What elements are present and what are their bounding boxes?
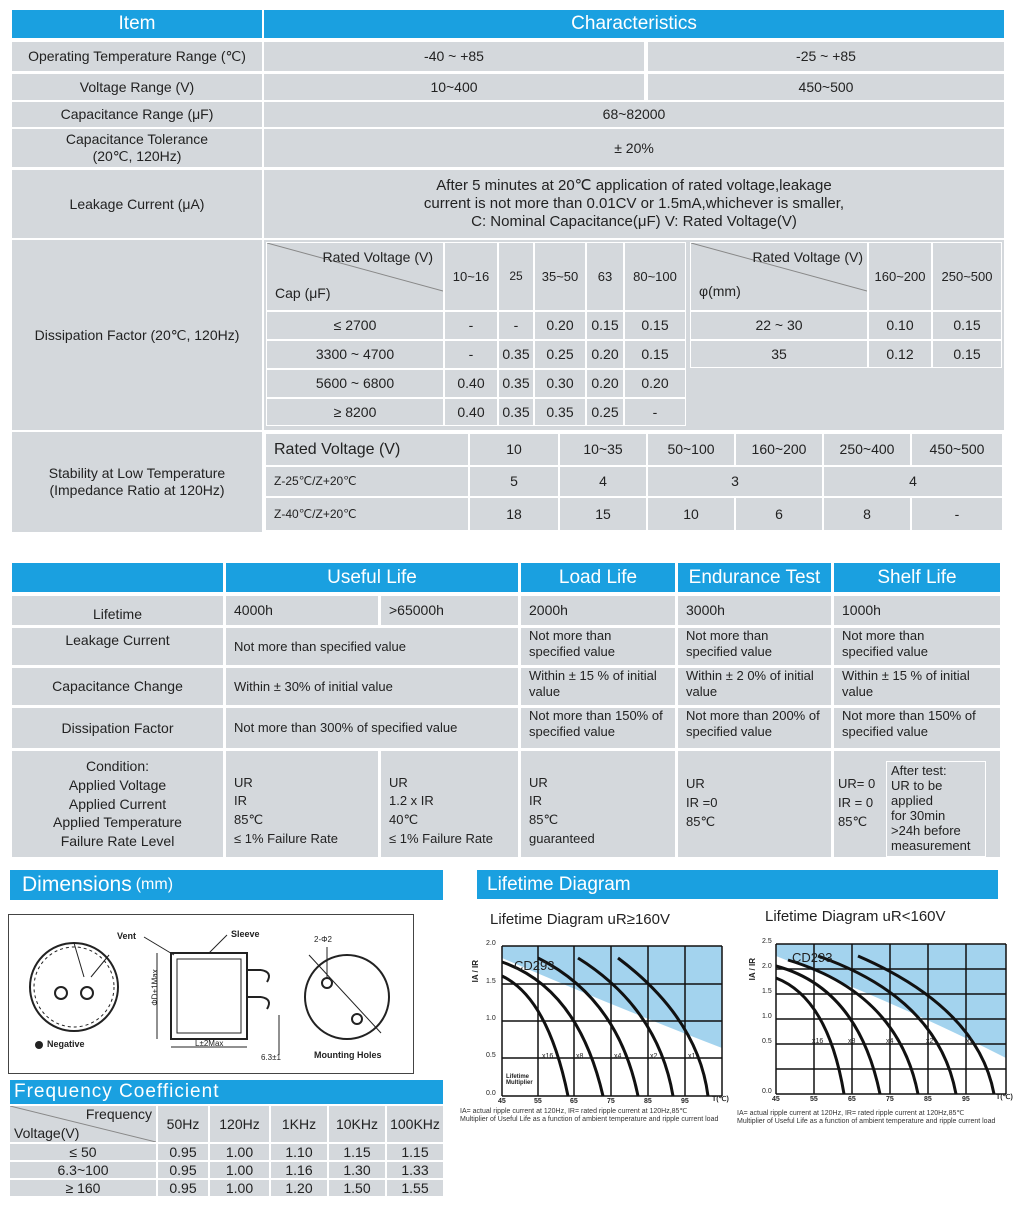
life-df-end-line1: Not more than 200% of <box>686 708 820 723</box>
df-area <box>264 240 1004 430</box>
diagram-right-xtick-1: 55 <box>810 1096 818 1103</box>
df-left-r1-c2: 0.25 <box>535 341 585 368</box>
diagram-right-xtick-4: 85 <box>924 1096 932 1103</box>
freq-r2-c2: 1.20 <box>271 1180 327 1196</box>
df-left-r0-c4: 0.15 <box>625 312 685 339</box>
life-capchange-shelf-line2: value <box>842 683 874 699</box>
diagram-right-model: CD293 <box>792 950 833 965</box>
df-left-v2: 35~50 <box>535 243 585 310</box>
df-right-corner <box>691 243 867 310</box>
condition-shelf <box>834 751 1000 857</box>
diagram-left-title: Lifetime Diagram uR≥160V <box>490 911 670 928</box>
label-holes: 2-Φ2 <box>314 935 332 944</box>
stability-label-line2: (Impedance Ratio at 120Hz) <box>49 482 225 498</box>
stability-v3: 160~200 <box>736 434 822 465</box>
life-capchange-label: Capacitance Change <box>12 668 223 705</box>
condition-u1-failure: ≤ 1% Failure Rate <box>234 831 338 847</box>
stability-r2-c4: 8 <box>824 498 910 530</box>
condition-after-test-box <box>886 761 986 857</box>
stability-v5: 450~500 <box>912 434 1002 465</box>
diagram-right-chart <box>748 938 1018 1108</box>
life-df-shelf <box>834 708 1000 748</box>
df-right-v1: 250~500 <box>933 243 1001 310</box>
diagram-right-ytick-1: 2.0 <box>762 963 772 970</box>
df-left-r3-c4: - <box>625 399 685 425</box>
df-left-r1-c0: - <box>445 341 497 368</box>
lifetime-diagram-header: Lifetime Diagram <box>477 870 998 899</box>
df-right-v0: 160~200 <box>869 243 931 310</box>
freq-row1-v: 6.3~100 <box>10 1162 156 1178</box>
df-left-r3-c0: 0.40 <box>445 399 497 425</box>
life-capchange-load-line1: Within ± 15 % of initial <box>529 668 657 683</box>
stability-row2-label: Z-40℃/Z+20℃ <box>266 498 468 530</box>
diagram-left-caption-1: IA= actual ripple current at 120Hz, IR= rated ripple current at 120Hz,85℃ <box>460 1108 688 1115</box>
life-lifetime-u1: 4000h <box>226 596 378 625</box>
diagram-left-xlabel: T(℃) <box>712 1096 729 1103</box>
df-left-v3: 63 <box>587 243 623 310</box>
label-negative: Negative <box>47 1039 85 1049</box>
condition-u2-failure: ≤ 1% Failure Rate <box>389 831 493 847</box>
after-line3: for 30min <box>891 807 946 823</box>
label-length: L±2Max <box>195 1039 224 1048</box>
label-sleeve: Sleeve <box>231 929 260 939</box>
life-leakage-shelf <box>834 628 1000 665</box>
df-left-r1-c4: 0.15 <box>625 341 685 368</box>
condition-shelf-values <box>838 775 886 832</box>
frequency-table <box>10 1106 443 1196</box>
diagram-right-mult-0: x16 <box>812 1038 824 1045</box>
voltage-label: Voltage Range (V) <box>12 74 262 100</box>
diagram-left-xtick-4: 85 <box>644 1098 652 1105</box>
freq-r2-c1: 1.00 <box>210 1180 269 1196</box>
diagram-right-xtick-5: 95 <box>962 1096 970 1103</box>
dimensions-unit: (mm) <box>135 876 174 893</box>
life-lifetime-load: 2000h <box>521 596 675 625</box>
dimensions-title: Dimensions <box>22 873 132 896</box>
condition-u1-voltage: UR <box>234 774 253 790</box>
df-left-cap-2: 5600 ~ 6800 <box>267 370 443 397</box>
header-item: Item <box>12 10 262 38</box>
leakage-label: Leakage Current (μA) <box>12 170 262 238</box>
freq-corner <box>10 1106 156 1142</box>
df-left-corner-top: Rated Voltage (V) <box>322 249 433 265</box>
condition-u1 <box>226 751 378 857</box>
stability-head: Rated Voltage (V) <box>266 434 468 465</box>
diagram-left-mult-0: x16 <box>542 1053 554 1060</box>
df-left-r3-c2: 0.35 <box>535 399 585 425</box>
df-left-r2-c3: 0.20 <box>587 370 623 397</box>
freq-h3: 10KHz <box>329 1106 385 1142</box>
frequency-header: Frequency Coefficient <box>10 1080 443 1104</box>
stability-v2: 50~100 <box>648 434 734 465</box>
diagram-left-xtick-1: 55 <box>534 1098 542 1105</box>
diagram-left-ytick-1: 1.5 <box>486 978 496 985</box>
life-leakage-shelf-line2: specified value <box>842 643 928 659</box>
life-df-load-line2: specified value <box>529 723 615 739</box>
stability-r2-c1: 15 <box>560 498 646 530</box>
diagram-right-xtick-3: 75 <box>886 1096 894 1103</box>
dimensions-header <box>10 870 443 900</box>
condition-temp-label: Applied Temperature <box>53 814 182 831</box>
diagram-left-mult-1: x8 <box>576 1053 584 1060</box>
life-capchange-load <box>521 668 675 705</box>
df-left-r0-c1: - <box>499 312 533 339</box>
life-df-load <box>521 708 675 748</box>
diagram-right <box>748 938 1018 1108</box>
freq-r1-c4: 1.33 <box>387 1162 443 1178</box>
diagram-right-xtick-2: 65 <box>848 1096 856 1103</box>
life-leakage-load-line1: Not more than <box>529 628 612 643</box>
condition-voltage-label: Applied Voltage <box>68 776 167 793</box>
diagram-left-ytick-0: 2.0 <box>486 940 496 947</box>
diagram-right-ytick-4: 0.5 <box>762 1038 772 1045</box>
diagram-right-mult-3: x2 <box>926 1038 934 1045</box>
df-left-r0-c0: - <box>445 312 497 339</box>
stability-r1-c1: 4 <box>560 467 646 496</box>
capacitance-label: Capacitance Range (μF) <box>12 102 262 127</box>
life-lifetime-shelf: 1000h <box>834 596 1000 625</box>
diagram-right-ytick-3: 1.0 <box>762 1013 772 1020</box>
life-df-label: Dissipation Factor <box>12 708 223 748</box>
diagram-left-ytick-2: 1.0 <box>486 1015 496 1022</box>
df-right-r1-c0: 0.12 <box>869 341 931 367</box>
condition-u2 <box>381 751 518 857</box>
diagram-left-ylabel: IA / IR <box>471 960 480 983</box>
after-line4: >24h before <box>891 822 961 838</box>
diagram-left-mult-3: x2 <box>650 1053 658 1060</box>
life-header-blank <box>12 563 223 592</box>
label-mounting-holes: Mounting Holes <box>314 1050 382 1060</box>
life-leakage-label: Leakage Current <box>12 628 223 665</box>
life-lifetime-u2: >65000h <box>381 596 518 625</box>
freq-r0-c1: 1.00 <box>210 1144 269 1160</box>
after-line1: After test: <box>891 763 947 778</box>
condition-u1-temp: 85℃ <box>234 812 264 828</box>
diagram-right-xlabel: T(℃) <box>996 1094 1013 1101</box>
condition-u2-voltage: UR <box>389 774 408 790</box>
diagram-right-ytick-5: 0.0 <box>762 1088 772 1095</box>
temp-v2: -25 ~ +85 <box>648 42 1004 71</box>
life-df-shelf-line2: specified value <box>842 723 928 739</box>
freq-r2-c3: 1.50 <box>329 1180 385 1196</box>
condition-load-voltage: UR <box>529 774 548 790</box>
stability-r1-c0: 5 <box>470 467 558 496</box>
condition-load <box>521 751 675 857</box>
condition-current-label: Applied Current <box>68 795 167 812</box>
life-header-useful: Useful Life <box>226 563 518 592</box>
life-leakage-useful: Not more than specified value <box>226 628 518 665</box>
freq-r2-c0: 0.95 <box>158 1180 208 1196</box>
freq-h1: 120Hz <box>210 1106 269 1142</box>
leakage-line2: current is not more than 0.01CV or 1.5mA,whichever is smaller, <box>423 195 845 212</box>
condition-u2-temp: 40℃ <box>389 812 419 828</box>
stability-v4: 250~400 <box>824 434 910 465</box>
diagram-left-model: CD293 <box>514 958 555 973</box>
freq-r2-c4: 1.55 <box>387 1180 443 1196</box>
diagram-right-caption-1: IA= actual ripple current at 120Hz, IR= rated ripple current at 120Hz,85℃ <box>737 1110 965 1117</box>
freq-r0-c3: 1.15 <box>329 1144 385 1160</box>
df-right-r0-c1: 0.15 <box>933 312 1001 339</box>
df-left-r3-c3: 0.25 <box>587 399 623 425</box>
stability-table <box>264 432 1004 532</box>
freq-h4: 100KHz <box>387 1106 443 1142</box>
df-left-v0: 10~16 <box>445 243 497 310</box>
df-left-cap-3: ≥ 8200 <box>267 399 443 425</box>
diagram-left-mult-2: x4 <box>614 1053 622 1060</box>
freq-corner-bottom: Voltage(V) <box>14 1125 80 1142</box>
diagram-left <box>468 938 730 1108</box>
condition-load-temp: 85℃ <box>529 812 559 828</box>
life-leakage-shelf-line1: Not more than <box>842 628 925 643</box>
life-header-endurance: Endurance Test <box>678 563 831 592</box>
condition-end-voltage: UR <box>686 776 705 791</box>
freq-corner-top: Frequency <box>85 1106 152 1122</box>
condition-load-failure: guaranteed <box>529 831 595 847</box>
life-leakage-end-line2: specified value <box>686 643 772 659</box>
condition-end-current: IR =0 <box>686 794 718 810</box>
label-pitch: 6.3±1 <box>261 1053 281 1062</box>
leakage-value <box>264 170 1004 238</box>
df-left-r2-c0: 0.40 <box>445 370 497 397</box>
stability-r2-c3: 6 <box>736 498 822 530</box>
freq-row2-v: ≥ 160 <box>10 1180 156 1196</box>
life-capchange-shelf <box>834 668 1000 705</box>
life-capchange-useful: Within ± 30% of initial value <box>226 668 518 705</box>
df-left-r0-c3: 0.15 <box>587 312 623 339</box>
stability-r2-c2: 10 <box>648 498 734 530</box>
voltage-v2: 450~500 <box>648 74 1004 100</box>
condition-end <box>678 751 831 857</box>
life-capchange-end-line1: Within ± 2 0% of initial <box>686 668 814 683</box>
life-leakage-end <box>678 628 831 665</box>
stability-r2-c0: 18 <box>470 498 558 530</box>
condition-shelf-voltage: UR= 0 <box>838 776 876 791</box>
df-left-r0-c2: 0.20 <box>535 312 585 339</box>
life-header-shelf: Shelf Life <box>834 563 1000 592</box>
stability-label <box>12 432 262 532</box>
life-lifetime-end: 3000h <box>678 596 831 625</box>
condition-title: Condition: <box>85 757 150 774</box>
leakage-line3: C: Nominal Capacitance(μF) V: Rated Voltage(V) <box>471 213 797 230</box>
life-df-end-line2: specified value <box>686 723 772 739</box>
stability-r2-c5: - <box>912 498 1002 530</box>
diagram-right-caption <box>737 1110 1022 1126</box>
df-left-cap-1: 3300 ~ 4700 <box>267 341 443 368</box>
df-label: Dissipation Factor (20℃, 120Hz) <box>12 240 262 430</box>
life-df-shelf-line1: Not more than 150% of <box>842 708 976 723</box>
life-leakage-end-line1: Not more than <box>686 628 769 643</box>
stability-r1-c2: 3 <box>648 467 822 496</box>
condition-shelf-current: IR = 0 <box>838 794 874 810</box>
df-left-r1-c3: 0.20 <box>587 341 623 368</box>
condition-end-temp: 85℃ <box>686 813 716 829</box>
life-leakage-load-line2: specified value <box>529 643 615 659</box>
freq-r0-c2: 1.10 <box>271 1144 327 1160</box>
diagram-left-legend: Lifetime Multiplier <box>506 1074 533 1086</box>
condition-shelf-temp: 85℃ <box>838 813 868 829</box>
df-right-r0-c0: 0.10 <box>869 312 931 339</box>
df-left-cap-0: ≤ 2700 <box>267 312 443 339</box>
life-condition-labels <box>12 751 223 857</box>
life-capchange-end-line2: value <box>686 683 718 699</box>
label-vent: Vent <box>117 931 137 941</box>
condition-load-current: IR <box>529 793 542 809</box>
temp-v1: -40 ~ +85 <box>264 42 644 71</box>
dimensions-drawing <box>8 914 414 1074</box>
label-diameter: ΦD+1Max <box>150 969 160 1006</box>
df-left-r3-c1: 0.35 <box>499 399 533 425</box>
condition-failure-label: Failure Rate Level <box>60 833 175 850</box>
diagram-right-mult-2: x4 <box>886 1038 894 1045</box>
df-right-corner-top: Rated Voltage (V) <box>752 249 863 265</box>
diagram-right-ytick-0: 2.5 <box>762 938 772 945</box>
df-left-corner-bottom: Cap (μF) <box>275 285 331 302</box>
tolerance-label-line1: Capacitance Tolerance <box>65 131 209 148</box>
df-left-corner <box>267 243 443 310</box>
df-left-table <box>266 242 686 426</box>
life-df-useful: Not more than 300% of specified value <box>226 708 518 748</box>
life-capchange-shelf-line1: Within ± 15 % of initial <box>842 668 970 683</box>
tolerance-value: ± 20% <box>264 129 1004 167</box>
life-df-load-line1: Not more than 150% of <box>529 708 663 723</box>
freq-r1-c3: 1.30 <box>329 1162 385 1178</box>
diagram-left-ytick-3: 0.5 <box>486 1052 496 1059</box>
df-right-corner-bottom: φ(mm) <box>699 283 741 300</box>
df-right-table <box>690 242 1002 368</box>
diagram-right-xtick-0: 45 <box>772 1096 780 1103</box>
tolerance-label-line2: (20℃, 120Hz) <box>92 148 182 164</box>
df-left-v4: 80~100 <box>625 243 685 310</box>
stability-row1-label: Z-25℃/Z+20℃ <box>266 467 468 496</box>
freq-h2: 1KHz <box>271 1106 327 1142</box>
freq-h0: 50Hz <box>158 1106 208 1142</box>
life-df-end <box>678 708 831 748</box>
df-left-r2-c2: 0.30 <box>535 370 585 397</box>
stability-v1: 10~35 <box>560 434 646 465</box>
df-left-r2-c4: 0.20 <box>625 370 685 397</box>
diagram-left-xtick-2: 65 <box>570 1098 578 1105</box>
header-characteristics: Characteristics <box>264 10 1004 38</box>
df-right-r1-c1: 0.15 <box>933 341 1001 367</box>
diagram-right-title: Lifetime Diagram uR<160V <box>765 908 946 925</box>
life-header-load: Load Life <box>521 563 675 592</box>
diagram-left-caption <box>460 1108 750 1124</box>
freq-r0-c4: 1.15 <box>387 1144 443 1160</box>
voltage-v1: 10~400 <box>264 74 644 100</box>
freq-row0-v: ≤ 50 <box>10 1144 156 1160</box>
stability-label-line1: Stability at Low Temperature <box>48 465 226 482</box>
freq-r1-c1: 1.00 <box>210 1162 269 1178</box>
leakage-line1: After 5 minutes at 20℃ application of rated voltage,leakage <box>436 177 832 194</box>
diagram-left-xtick-5: 95 <box>681 1098 689 1105</box>
life-capchange-load-line2: value <box>529 683 561 699</box>
life-leakage-load <box>521 628 675 665</box>
capacitance-value: 68~82000 <box>264 102 1004 127</box>
diagram-left-mult-4: x1 <box>688 1053 696 1060</box>
df-left-v1: 25 <box>499 243 533 310</box>
stability-r1-c3: 4 <box>824 467 1002 496</box>
tolerance-label <box>12 129 262 167</box>
diagram-right-ylabel: IA / IR <box>748 958 757 981</box>
condition-u2-current: 1.2 x IR <box>389 793 434 809</box>
freq-r1-c2: 1.16 <box>271 1162 327 1178</box>
diagram-left-caption-2: Multiplier of Useful Life as a function of ambient temperature and ripple current load <box>460 1116 719 1124</box>
condition-u1-current: IR <box>234 793 247 809</box>
diagram-right-mult-1: x8 <box>848 1038 856 1045</box>
diagram-left-xtick-3: 75 <box>607 1098 615 1105</box>
stability-v0: 10 <box>470 434 558 465</box>
temp-label: Operating Temperature Range (℃) <box>12 42 262 71</box>
life-capchange-end <box>678 668 831 705</box>
freq-r1-c0: 0.95 <box>158 1162 208 1178</box>
after-line2: UR to be applied <box>891 777 943 808</box>
diagram-right-caption-2: Multiplier of Useful Life as a function of ambient temperature and ripple current load <box>737 1118 996 1126</box>
freq-r0-c0: 0.95 <box>158 1144 208 1160</box>
df-right-dia-1: 35 <box>691 341 867 367</box>
diagram-left-ytick-4: 0.0 <box>486 1090 496 1097</box>
diagram-right-mult-4: x1 <box>966 1038 974 1045</box>
df-left-r2-c1: 0.35 <box>499 370 533 397</box>
diagram-right-ytick-2: 1.5 <box>762 988 772 995</box>
after-line5: measurement <box>891 837 971 853</box>
life-lifetime-label: Lifetime <box>12 596 223 625</box>
diagram-left-xtick-0: 45 <box>498 1098 506 1105</box>
df-left-r1-c1: 0.35 <box>499 341 533 368</box>
df-right-dia-0: 22 ~ 30 <box>691 312 867 339</box>
